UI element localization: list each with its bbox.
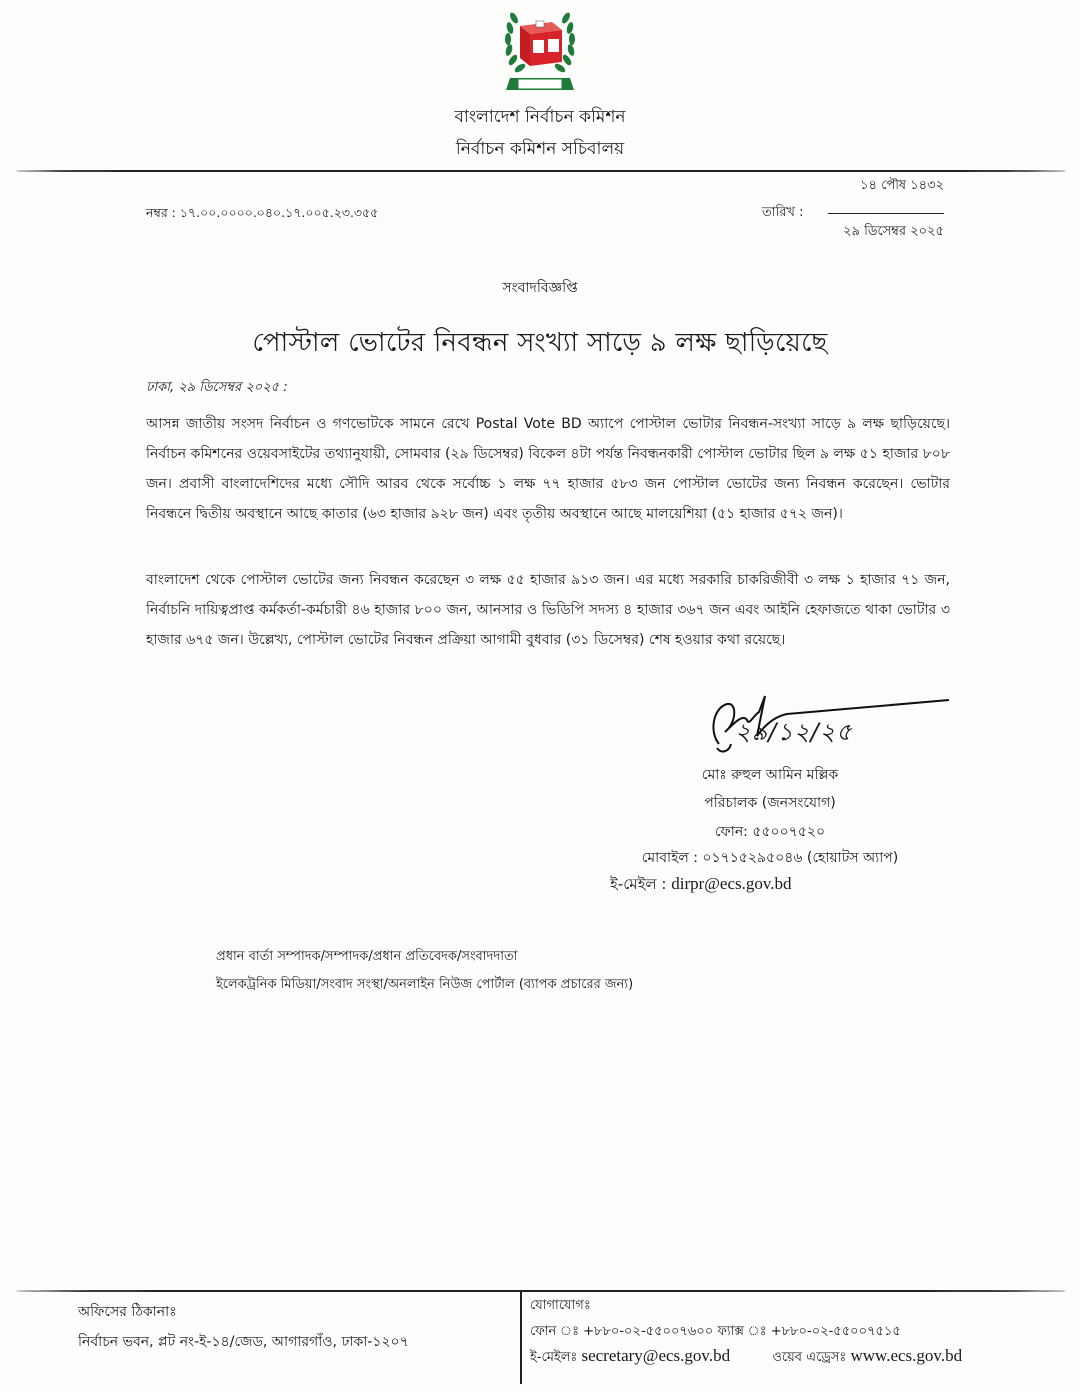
email-label: ই-মেইল : — [610, 875, 667, 893]
press-release-label: সংবাদবিজ্ঞপ্তি — [502, 280, 578, 296]
date-bangla-calendar: ১৪ পৌষ ১৪৩২ — [860, 178, 944, 193]
office-address: নির্বাচন ভবন, প্লট নং-ই-১৪/জেড, আগারগাঁও, ঢাকা-১২০৭ — [78, 1334, 409, 1350]
recipient-line: প্রধান বার্তা সম্পাদক/সম্পাদক/প্রধান প্রতিবেদক/সংবাদদাতা — [216, 949, 518, 964]
signatory-name: মোঃ রুহুল আমিন মল্লিক — [701, 767, 839, 783]
ballot-box-wreath-icon — [500, 6, 580, 98]
footer-email[interactable]: secretary@ecs.gov.bd — [581, 1346, 731, 1365]
memo-label: নম্বর : — [146, 205, 176, 220]
signatory-email — [610, 873, 792, 898]
date-separator-line — [828, 213, 944, 214]
organization-name: বাংলাদেশ নির্বাচন কমিশন — [454, 107, 626, 127]
recipients-list — [216, 943, 633, 999]
header-divider — [16, 170, 1066, 172]
contact-label: যোগাযোগঃ — [530, 1298, 591, 1313]
footer-divider — [16, 1290, 1066, 1292]
body-paragraph: আসন্ন জাতীয় সংসদ নির্বাচন ও গণভোটকে সামনে রেখে Postal Vote BD অ্যাপে পোস্টাল ভোটার নিবন্ধন-সংখ্যা সাড়ে ৯ লক্ষ ছাড়িয়েছে। নির্বাচন কমিশনের ওয়েবসাইটের তথ্যানুযায়ী, সোমবার (২৯ ডিসেম্বর) বিকেল ৪টা পর্যন্ত নিবন্ধনকারী পোস্টাল ভোটার ছিল ৯ লক্ষ ৫১ হাজার ৮০৮ জন। প্রবাসী বাংলাদেশিদের মধ্যে সৌদি আরব থেকে সর্বোচ্চ ১ লক্ষ ৭৭ হাজার ৫৮৩ জন পোস্টাল ভোটের জন্য নিবন্ধন করেছেন। ভোটার নিবন্ধনে দ্বিতীয় অবস্থানে আছে কাতার (৬৩ হাজার ৯২৮ জন) এবং তৃতীয় অবস্থানে আছে মালয়েশিয়া (৫১ হাজার ৫৭২ জন)। — [146, 416, 950, 522]
office-address-label: অফিসের ঠিকানাঃ — [78, 1304, 177, 1320]
headline: পোস্টাল ভোটের নিবন্ধন সংখ্যা সাড়ে ৯ লক্ষ ছাড়িয়েছে — [252, 328, 828, 358]
election-commission-logo — [500, 6, 580, 98]
footer-website[interactable]: www.ecs.gov.bd — [850, 1346, 963, 1365]
signature-date: ২৯/১২/২৫ — [735, 718, 853, 746]
handwritten-signature — [707, 692, 957, 762]
body-paragraph: বাংলাদেশ থেকে পোস্টাল ভোটের জন্য নিবন্ধন করেছেন ৩ লক্ষ ৫৫ হাজার ৯১৩ জন। এর মধ্যে সরকারি চাকরিজীবী ৩ লক্ষ ১ হাজার ৭১ জন, নির্বাচনি দায়িত্বপ্রাপ্ত কর্মকর্তা-কর্মচারী ৪৬ হাজার ৮০০ জন, আনসার ও ভিডিপি সদস্য ৪ হাজার ৩৬৭ জন এবং আইনি হেফাজতে থাকা ভোটার ৩ হাজার ৬৭৫ জন। উল্লেখ্য, পোস্টাল ভোটের নিবন্ধন প্রক্রিয়া আগামী বুধবার (৩১ ডিসেম্বর) শেষ হওয়ার কথা রয়েছে। — [146, 572, 950, 648]
signatory-title: পরিচালক (জনসংযোগ) — [704, 795, 836, 811]
memo-value: ১৭.০০.০০০০.০৪০.১৭.০০৫.২৩.৩৫৫ — [179, 205, 379, 220]
dateline: ঢাকা, ২৯ ডিসেম্বর ২০২৫ : — [146, 380, 288, 395]
contact-email-web — [530, 1346, 962, 1369]
memo-number — [146, 205, 378, 225]
date-label: তারিখ : — [762, 205, 804, 220]
contact-phone-fax: ফোন ঃ +৮৮০-০২-৫৫০০৭৬০০ ফ্যাক্স ঃ +৮৮০-০২-৫৫০০৭৫১৫ — [530, 1324, 901, 1339]
date-gregorian: ২৯ ডিসেম্বর ২০২৫ — [843, 224, 944, 239]
organization-secretariat: নির্বাচন কমিশন সচিবালয় — [455, 139, 625, 159]
email-address[interactable]: dirpr@ecs.gov.bd — [671, 874, 792, 893]
signatory-phone: ফোন: ৫৫০০৭৫২০ — [714, 824, 826, 840]
footer-column-divider — [520, 1292, 522, 1384]
recipient-line: ইলেকট্রনিক মিডিয়া/সংবাদ সংস্থা/অনলাইন নিউজ পোর্টাল (ব্যাপক প্রচারের জন্য) — [216, 977, 634, 992]
footer-email-label: ই-মেইলঃ — [530, 1350, 578, 1365]
signatory-mobile: মোবাইল : ০১৭১৫২৯৫০৪৬ (হোয়াটস অ্যাপ) — [641, 850, 899, 866]
footer-web-label: ওয়েব এড্রেসঃ — [772, 1350, 847, 1365]
